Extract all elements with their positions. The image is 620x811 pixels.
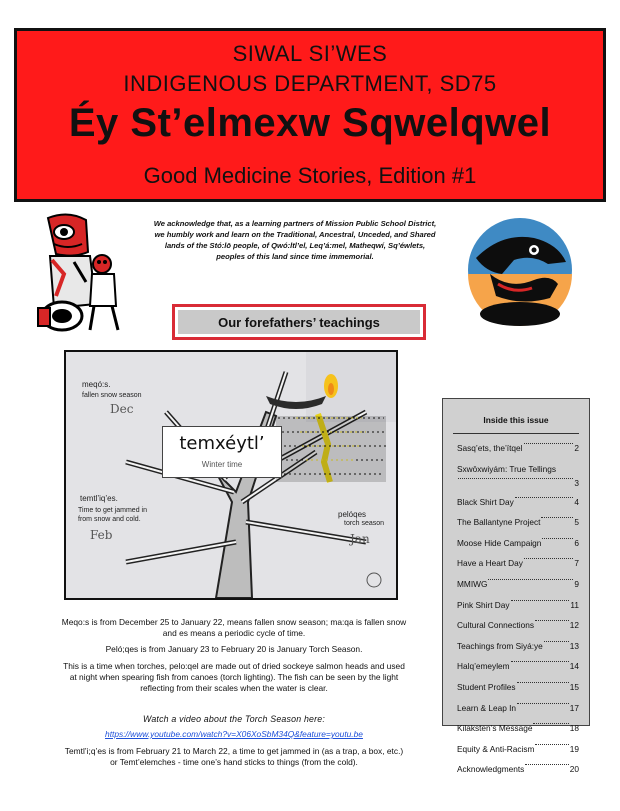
title-banner	[14, 28, 606, 202]
toc-item-page: 18	[569, 723, 579, 734]
torch-season-video-link[interactable]: https://www.youtube.com/watch?v=X06XoSbM34Q&feature=youtu.be	[105, 729, 363, 739]
toc-item[interactable]	[457, 620, 579, 641]
toc-item-page: 3	[574, 477, 579, 488]
toc-item[interactable]	[457, 744, 579, 765]
toc-item[interactable]	[457, 443, 579, 464]
jan-season-meaning: torch season	[344, 520, 385, 527]
toc-item[interactable]	[457, 703, 579, 724]
toc-item-label: Equity & Anti-Racism	[457, 743, 535, 754]
toc-item-page: 4	[574, 496, 579, 507]
toc-item[interactable]	[457, 682, 579, 703]
toc-item-label: Have a Heart Day	[457, 558, 523, 569]
toc-list	[457, 443, 579, 785]
newsletter-title: Éy St’elmexw Sqwelqwel	[68, 101, 552, 145]
jan-season-name: pelóqes	[338, 510, 367, 519]
toc-item-label: Sasq’ets, the’ítqel	[457, 443, 523, 453]
temtliqes-description: Temtl’i;q’es is from February 21 to March 22, a time to get jammed in (as a trap, a box, etc.) or Temt’elemches - time one’s hand sticks to things (from the cold).	[64, 746, 404, 768]
toc-item-label: Halq’emeylem	[457, 661, 510, 672]
department-name: INDIGENOUS DEPARTMENT, SD75	[123, 71, 497, 96]
toc-item[interactable]	[457, 517, 579, 538]
toc-item-page: 7	[574, 558, 579, 569]
toc-item-label: Pink Shirt Day	[457, 599, 510, 610]
toc-item[interactable]	[457, 558, 579, 579]
toc-item[interactable]	[457, 497, 579, 518]
toc-item-label: Teachings from Siyá:ye	[457, 640, 543, 651]
toc-item-label: The Ballantyne Project	[457, 517, 541, 528]
org-name: SIWAL SI’WES	[232, 41, 388, 66]
toc-item[interactable]	[457, 764, 579, 785]
toc-item[interactable]	[457, 600, 579, 621]
torch-description: This is a time when torches, pelo:qel are made out of dried sockeye salmon heads and used at night when spearing fish from canoes (torch lighting). The fish can be seen by the light reflecting from their scales when the water is clear.	[63, 661, 405, 694]
video-prompt: Watch a video about the Torch Season here:	[142, 714, 325, 724]
winter-time-word: temxéytl’	[179, 433, 265, 454]
toc-item-page: 14	[569, 661, 579, 672]
toc-item-page: 19	[569, 743, 579, 754]
toc-item-label: Moose Hide Campaign	[457, 537, 542, 548]
feb-season-meaning: Time to get jammed in from snow and cold.	[78, 507, 147, 524]
feb-month-label: Feb	[90, 528, 113, 542]
land-acknowledgement: We acknowledge that, as a learning partners of Mission Public School District, we humbly work and learn on the Traditional, Ancestral, Unceded, and Shared lands of the Stó:lō people, of Qwó:ltl’el, Leq’á:mel, Matheqwí, Sq’éwlets, peoples of this land since time immemorial.	[153, 219, 437, 261]
winter-time-translation: Winter time	[201, 460, 243, 469]
winter-time-card	[162, 426, 282, 478]
toc-item-label: Sxwōxwiyám: True Tellings	[457, 463, 556, 474]
toc-item-label: Kilaksten’s Message	[457, 723, 533, 734]
dec-month-label: Dec	[110, 402, 134, 416]
toc-item[interactable]	[457, 538, 579, 559]
raven-logo	[462, 214, 578, 332]
meqos-description: Meqo:s is from December 25 to January 22, means fallen snow season; ma:qa is fallen snow and es means a periodic cycle of time.	[61, 617, 407, 639]
toc-item-page: 13	[569, 640, 579, 651]
toc-item-label: Black Shirt Day	[457, 496, 514, 507]
teachings-heading: Our forefathers’ teachings	[178, 310, 420, 334]
toc-item[interactable]	[457, 464, 579, 497]
totem-figure-illustration	[34, 212, 126, 342]
winter-season-illustration	[64, 350, 398, 600]
toc-item-label: Acknowledgments	[457, 764, 525, 775]
toc-item-label: MMIWG	[457, 578, 488, 589]
toc-item-label: Cultural Connections	[457, 620, 535, 631]
toc-item-page: 2	[574, 443, 579, 453]
toc-item-label: Student Profiles	[457, 681, 516, 692]
toc-item[interactable]	[457, 579, 579, 600]
toc-item-page: 5	[574, 517, 579, 528]
toc-item-page: 9	[574, 578, 579, 589]
toc-item-label: Learn & Leap In	[457, 702, 517, 713]
peloqes-description: Peló;qes is from January 23 to February 20 is January Torch Season.	[105, 644, 363, 654]
dec-season-name: meqó:s.	[82, 380, 111, 389]
toc-item[interactable]	[457, 723, 579, 744]
toc-title: Inside this issue	[483, 415, 549, 425]
toc-divider	[453, 433, 579, 434]
teachings-heading-box	[172, 304, 426, 340]
toc-item-page: 11	[570, 599, 579, 610]
jan-month-label: Jan	[350, 532, 370, 546]
toc-item[interactable]	[457, 641, 579, 662]
edition-subtitle: Good Medicine Stories, Edition #1	[143, 163, 477, 188]
toc-item[interactable]	[457, 661, 579, 682]
toc-item-page: 20	[569, 764, 579, 775]
toc-item-page: 6	[574, 537, 579, 548]
toc-item-page: 12	[569, 620, 579, 631]
inside-this-issue-box	[442, 398, 590, 775]
toc-item-page: 15	[569, 681, 579, 692]
dec-season-meaning: fallen snow season	[82, 392, 142, 399]
toc-item-page: 17	[569, 702, 579, 713]
feb-season-name: temtl’iq’es.	[80, 494, 118, 503]
